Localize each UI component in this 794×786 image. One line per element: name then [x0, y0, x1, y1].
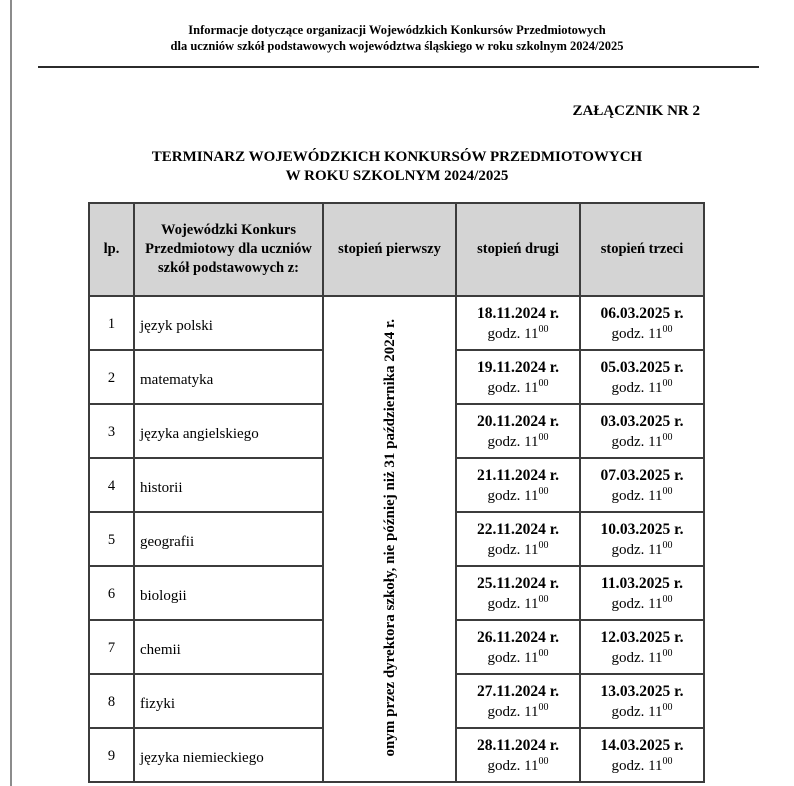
stage3-date: 13.03.2025 r.	[600, 683, 684, 700]
subject-cell: matematyka	[134, 350, 323, 404]
document-title	[0, 148, 794, 186]
stage3-date: 06.03.2025 r.	[600, 305, 684, 322]
stage3-date: 05.03.2025 r.	[600, 359, 684, 376]
stage2-time: godz. $11^{00}$	[487, 432, 549, 450]
column-header-stage2: stopień drugi	[456, 203, 580, 296]
time-superscript: 00	[538, 594, 549, 605]
stage3-date: 07.03.2025 r.	[600, 467, 684, 484]
stage3-time: godz. $11^{00}$	[611, 324, 673, 342]
header-note-line1: Informacje dotyczące organizacji Wojewódzkich Konkursów Przedmiotowych	[188, 23, 606, 37]
stage1-merged-cell	[323, 296, 456, 782]
stage3-date-cell	[580, 512, 704, 566]
time-superscript: 00	[538, 486, 549, 497]
subject-cell: geografii	[134, 512, 323, 566]
stage3-date: 10.03.2025 r.	[600, 521, 684, 538]
stage2-time: godz. $11^{00}$	[487, 648, 549, 666]
row-number-cell: 1	[89, 296, 134, 350]
subject-cell: języka angielskiego	[134, 404, 323, 458]
subject-cell: fizyki	[134, 674, 323, 728]
subject-cell: chemii	[134, 620, 323, 674]
time-superscript: 00	[662, 324, 673, 335]
stage1-rotated-note: onym przez dyrektora szkoły, nie później niż 31 października 2024 r.	[381, 319, 398, 757]
row-number-cell: 9	[89, 728, 134, 782]
stage2-date-cell	[456, 458, 580, 512]
time-superscript: 00	[662, 432, 673, 443]
stage2-date-cell	[456, 728, 580, 782]
stage2-date: 27.11.2024 r.	[476, 683, 560, 700]
time-superscript: 00	[662, 648, 673, 659]
stage3-time: godz. $11^{00}$	[611, 648, 673, 666]
table-header-row	[89, 203, 704, 296]
column-header-lp: lp.	[89, 203, 134, 296]
stage3-time: godz. $11^{00}$	[611, 702, 673, 720]
stage3-date-cell	[580, 404, 704, 458]
attachment-label: ZAŁĄCZNIK NR 2	[572, 103, 700, 119]
column-header-stage3: stopień trzeci	[580, 203, 704, 296]
stage3-date-cell	[580, 296, 704, 350]
subject-cell: biologii	[134, 566, 323, 620]
stage3-time: godz. $11^{00}$	[611, 432, 673, 450]
stage3-date-cell	[580, 350, 704, 404]
stage2-time: godz. $11^{00}$	[487, 594, 549, 612]
page-left-edge-line	[10, 0, 12, 786]
stage3-date: 14.03.2025 r.	[600, 737, 684, 754]
stage3-date-cell	[580, 674, 704, 728]
stage2-date: 26.11.2024 r.	[476, 629, 560, 646]
stage2-time: godz. $11^{00}$	[487, 324, 549, 342]
stage3-time: godz. $11^{00}$	[611, 540, 673, 558]
stage2-time: godz. $11^{00}$	[487, 486, 549, 504]
time-superscript: 00	[538, 432, 549, 443]
stage2-time: godz. $11^{00}$	[487, 756, 549, 774]
stage2-date: 19.11.2024 r.	[476, 359, 560, 376]
time-superscript: 00	[662, 594, 673, 605]
stage3-date: 11.03.2025 r.	[600, 575, 684, 592]
stage2-date: 22.11.2024 r.	[476, 521, 560, 538]
stage2-date: 28.11.2024 r.	[476, 737, 560, 754]
stage3-date: 12.03.2025 r.	[600, 629, 684, 646]
document-title-line1: TERMINARZ WOJEWÓDZKICH KONKURSÓW PRZEDMIOTOWYCH	[151, 149, 643, 165]
stage2-date-cell	[456, 404, 580, 458]
stage3-time: godz. $11^{00}$	[611, 756, 673, 774]
stage3-date-cell	[580, 458, 704, 512]
stage2-date-cell	[456, 674, 580, 728]
subject-cell: język polski	[134, 296, 323, 350]
time-superscript: 00	[538, 702, 549, 713]
time-superscript: 00	[662, 702, 673, 713]
time-superscript: 00	[662, 756, 673, 767]
time-superscript: 00	[662, 486, 673, 497]
time-superscript: 00	[538, 756, 549, 767]
time-superscript: 00	[538, 378, 549, 389]
document-title-line2: W ROKU SZKOLNYM 2024/2025	[285, 168, 509, 184]
subject-cell: języka niemieckiego	[134, 728, 323, 782]
stage2-time: godz. $11^{00}$	[487, 540, 549, 558]
stage3-date-cell	[580, 566, 704, 620]
subject-cell: historii	[134, 458, 323, 512]
stage3-time: godz. $11^{00}$	[611, 486, 673, 504]
time-superscript: 00	[662, 378, 673, 389]
stage2-date-cell	[456, 620, 580, 674]
time-superscript: 00	[662, 540, 673, 551]
stage2-date-cell	[456, 566, 580, 620]
table-row	[89, 296, 704, 350]
header-divider-rule	[38, 66, 759, 68]
stage2-date: 18.11.2024 r.	[476, 305, 560, 322]
row-number-cell: 8	[89, 674, 134, 728]
time-superscript: 00	[538, 648, 549, 659]
stage2-date: 25.11.2024 r.	[476, 575, 560, 592]
header-note-line2: dla uczniów szkół podstawowych województwa śląskiego w roku szkolnym 2024/2025	[170, 39, 624, 53]
stage2-date-cell	[456, 350, 580, 404]
stage3-time: godz. $11^{00}$	[611, 594, 673, 612]
stage2-date: 21.11.2024 r.	[476, 467, 560, 484]
schedule-table	[88, 202, 705, 783]
column-header-stage1: stopień pierwszy	[323, 203, 456, 296]
document-header-note	[0, 0, 794, 54]
stage3-time: godz. $11^{00}$	[611, 378, 673, 396]
time-superscript: 00	[538, 324, 549, 335]
column-header-subject: Wojewódzki Konkurs Przedmiotowy dla uczniów szkół podstawowych z:	[134, 203, 323, 296]
row-number-cell: 3	[89, 404, 134, 458]
stage3-date: 03.03.2025 r.	[600, 413, 684, 430]
stage2-date-cell	[456, 296, 580, 350]
time-superscript: 00	[538, 540, 549, 551]
stage3-date-cell	[580, 620, 704, 674]
row-number-cell: 4	[89, 458, 134, 512]
stage2-date: 20.11.2024 r.	[476, 413, 560, 430]
row-number-cell: 2	[89, 350, 134, 404]
stage3-date-cell	[580, 728, 704, 782]
row-number-cell: 7	[89, 620, 134, 674]
row-number-cell: 6	[89, 566, 134, 620]
stage2-date-cell	[456, 512, 580, 566]
stage2-time: godz. $11^{00}$	[487, 702, 549, 720]
row-number-cell: 5	[89, 512, 134, 566]
stage2-time: godz. $11^{00}$	[487, 378, 549, 396]
